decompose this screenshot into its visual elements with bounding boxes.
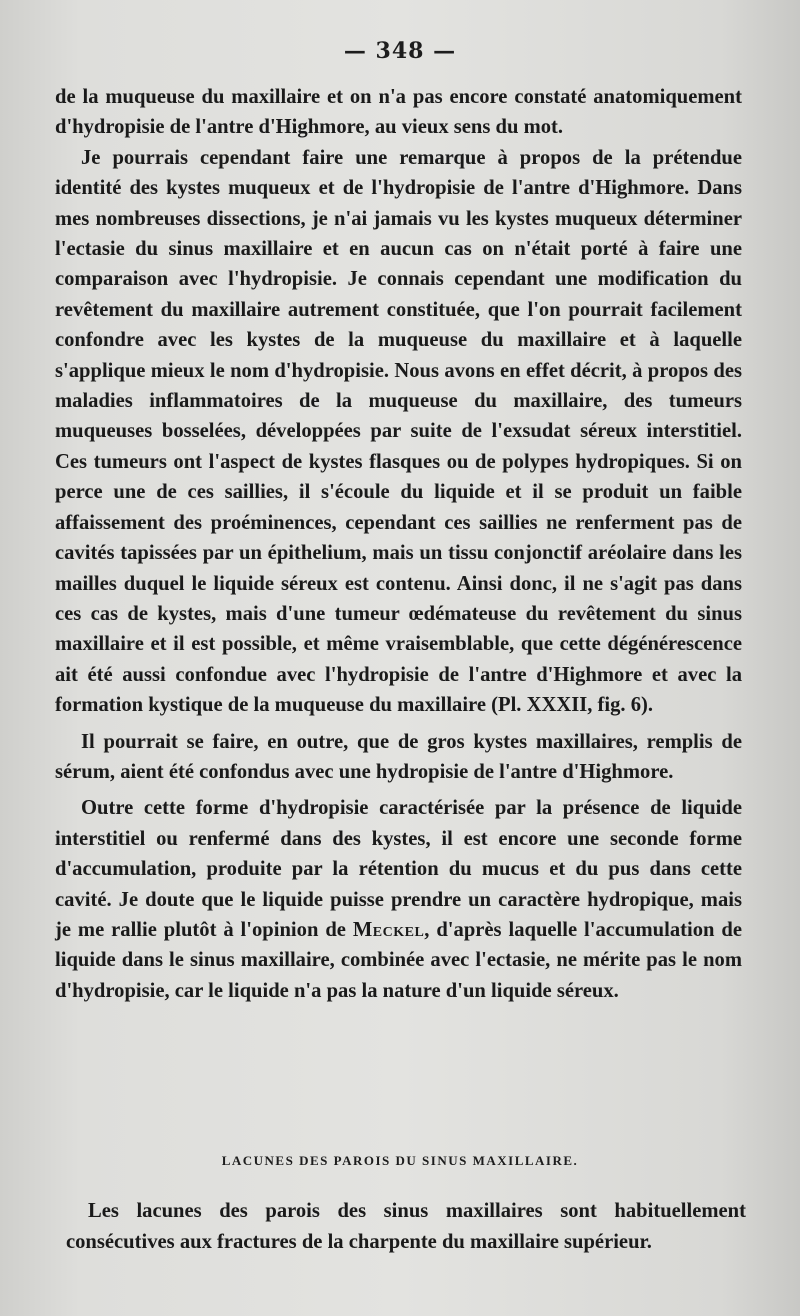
page-number: — 348 — (343, 38, 457, 64)
closing-text (66, 1196, 746, 1258)
section-heading: LACUNES DES PAROIS DU SINUS MAXILLAIRE. (221, 1153, 579, 1168)
author-name-meckel: Meckel (352, 918, 425, 941)
paragraph-2: Je pourrais cependant faire une remarque à propos de la prétendue identité des kystes muqueux et de l'hydropisie de l'antre d'Highmore. Dans mes nombreuses dissections, je n'ai jamais vu les kystes muqueux déterminer l'ectasie du sinus maxillaire et en aucun cas on n'était porté à faire une comparaison avec l'hydropisie. Je connais cependant une modification du revêtement du maxillaire autrement constituée, que l'on pourrait facilement confondre avec les kystes de la muqueuse du maxillaire et à laquelle s'applique mieux le nom d'hydropisie. Nous avons en effet décrit, à propos des maladies inflammatoires de la muqueuse du maxillaire, des tumeurs muqueuses bosselées, développées par suite de l'exsudat séreux interstitiel. Ces tumeurs ont l'aspect de kystes flasques ou de polypes hydropiques. Si on perce une de ces saillies, il s'écoule du liquide et il se produit un faible affaissement des proéminences, cependant ces saillies ne renferment pas de cavités tapissées par un épithelium, mais un tissu conjonctif aréolaire dans les mailles duquel le liquide séreux est contenu. Ainsi donc, il ne s'agit pas dans ces cas de kystes, mais d'une tumeur œdémateuse du revêtement du sinus maxillaire et il est possible, et même vraisemblable, que cette dégénérescence ait été aussi confondue avec l'hydropisie de l'antre d'Highmore et avec la formation kystique de la muqueuse du maxillaire (Pl. XXXII, fig. 6). (55, 146, 742, 717)
paragraph-4-part-1: Outre cette forme d'hydropisie caractérisée par la présence de liquide interstitiel ou renfermé dans des kystes, il est encore une seconde forme d'accumulation, produite par la rétention du mucus et du pus dans cette cavité. Je doute que le liquide puisse prendre un caractère hydropique, mais je me rallie plutôt à l'opinion de (55, 797, 742, 941)
paragraph-4 (55, 793, 742, 1006)
paragraph-1: de la muqueuse du maxillaire et on n'a pas encore constaté anatomiquement d'hydropisie de l'antre d'Highmore, au vieux sens du mot. (55, 86, 742, 139)
body-text (55, 82, 742, 1006)
paragraph-4-part-2: , d'après laquelle l'accumulation de liquide dans le sinus maxillaire, combinée avec l'ectasie, ne mérite pas le nom d'hydropisie, car le liquide n'a pas la nature d'un liquide séreux. (55, 918, 742, 1002)
closing-paragraph: Les lacunes des parois des sinus maxillaires sont habituellement consécutives aux fractures de la charpente du maxillaire supérieur. (66, 1200, 746, 1253)
paragraph-3: Il pourrait se faire, en outre, que de gros kystes maxillaires, remplis de sérum, aient été confondus avec une hydropisie de l'antre d'Highmore. (55, 730, 742, 783)
